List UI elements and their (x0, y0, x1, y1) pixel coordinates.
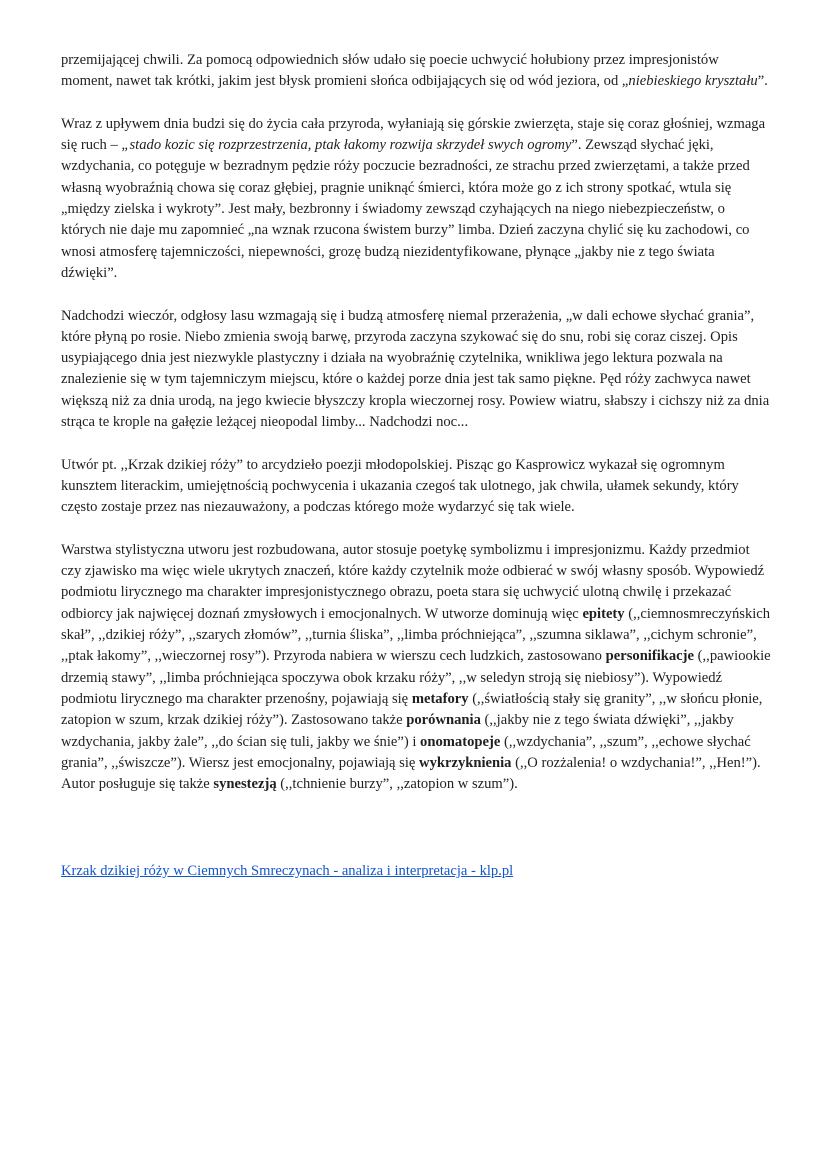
text-run: ”. Zewsząd słychać jęki, wzdychania, co potęguje w bezradnym pędzie róży poczucie bezradności, ze strachu przed zwierzętami, a także przed własną wyobraźnią chowa się coraz głębiej, pragnie uniknąć śmierci, która może go z ich strony spotkać, wtula się „między zielska i wykroty”. Jest mały, bezbronny i świadomy zewsząd czyhających na niego niebezpieczeństw, o których nie daje mu zapomnieć „na wznak rzucona świstem burzy” limba. Dzień zaczyna chylić się ku zachodowi, co wnosi atmosferę tajemniczości, niepewności, grozę budzą niezidentyfikowane, płynące „jakby nie z tego świata dźwięki”. (61, 137, 750, 281)
bold-term: synestezją (213, 776, 277, 793)
bold-term: onomatopeje (420, 733, 501, 750)
italic-quote: „stado kozic się rozprzestrzenia, ptak łakomy rozwija skrzydeł swych ogromy (121, 137, 572, 154)
bold-term: epitety (582, 605, 625, 622)
document-page (61, 50, 773, 882)
text-run: ”. (757, 73, 768, 90)
text-run: (,,pawiookie drzemią stawy”, ,,limba próchniejąca spoczywa obok krzaku róży”, ,,w seledyn stroją się niebiosy”). Wypowiedź podmiotu lirycznego ma charakter przenośny, pojawiają się (61, 648, 771, 707)
paragraph-p5 (61, 540, 773, 796)
text-run: (,,ciemnosmreczyńskich skał”, ,,dzikiej róży”, ,,szarych złomów”, ,,turnia śliska”, ,,limba próchniejąca”, ,,szumna siklawa”, ,,cichym schronie”, ,,ptak łakomy”, ,,wieczornej rosy”). Przyroda nabiera w wierszu cech ludzkich, zastosowano (61, 605, 771, 665)
bold-term: porównania (406, 712, 481, 729)
text-run: (,,O rozżalenia! o wzdychania!”, ,,Hen!”). Autor posługuje się także (61, 754, 761, 793)
bold-term: wykrzyknienia (419, 754, 512, 771)
text-run: Warstwa stylistyczna utworu jest rozbudowana, autor stosuje poetykę symbolizmu i impresjonizmu. Każdy przedmiot czy zjawisko ma więc wiele ukrytych znaczeń, które każdy czytelnik może odbierać w swój własny sposób. Wypowiedź podmiotu lirycznego ma charakter impresjonistycznego obrazu, poeta stara się uchwycić ulotną chwilę i przekazać odbiorcy jak najwięcej doznań zmysłowych i emocjonalnych. W utworze dominują więc (61, 541, 765, 622)
spacer (61, 817, 773, 861)
text-run: Utwór pt. ,,Krzak dzikiej róży” to arcydzieło poezji młodopolskiej. Pisząc go Kasprowicz wykazał się ogromnym kunsztem literackim, umiejętnością pochwycenia i ukazania czegoś tak ulotnego, jak chwila, ułamek sekundy, który często zostaje przez nas niezauważony, a podczas którego może wydarzyć się tak wiele. (61, 456, 739, 516)
paragraph-p1 (61, 50, 773, 93)
text-run: przemijającej chwili. Za pomocą odpowiednich słów udało się poecie uchwycić hołubiony przez impresjonistów moment, nawet tak krótki, jakim jest błysk promieni słońca odbijających się od wód jeziora, od „ (61, 52, 719, 90)
paragraph-p2 (61, 114, 773, 284)
source-link[interactable]: Krzak dzikiej róży w Ciemnych Smreczynach - analiza i interpretacja - klp.pl (61, 862, 514, 879)
document-body (61, 50, 773, 795)
bold-term: personifikacje (605, 648, 695, 665)
bold-term: metafory (411, 690, 469, 707)
text-run: (,,jakby nie z tego świata dźwięki”, ,,jakby wzdychania, jakby żale”, ,,do ścian się tuli, jakby we śnie”) i (61, 712, 734, 750)
paragraph-p4 (61, 455, 773, 519)
text-run: (,,tchnienie burzy”, ,,zatopion w szum”). (276, 776, 518, 793)
paragraph-p3 (61, 306, 773, 434)
text-run: Nadchodzi wieczór, odgłosy lasu wzmagają się i budzą atmosferę niemal przerażenia, „w dali echowe słychać grania”, które płyną po rosie. Niebo zmienia swoją barwę, przyroda zaczyna szykować się do snu, robi się coraz ciszej. Opis usypiającego dnia jest niezwykle plastyczny i działa na wyobraźnię czytelnika, wnikliwa jego lektura pozwala na znalezienie się w tym tajemniczym miejscu, które o każdej porze dnia jest tak samo piękne. Pęd róży zachwyca nawet większą niż za dnia urodą, na jego kwiecie błyszczy kropla wieczornej rosy. Powiew wiatru, słabszy i cichszy niż za dnia strąca te krople na gałęzie leżącej nieopodal limby... Nadchodzi noc... (61, 307, 770, 431)
text-run: (,,wzdychania”, ,,szum”, ,,echowe słychać grania”, ,,świszcze”). Wiersz jest emocjonalny, pojawiają się (61, 733, 751, 771)
text-run: (,,światłością stały się granity”, ,,w słońcu płonie, zatopion w szum, krzak dzikiej róży”). Zastosowano także (61, 690, 763, 729)
italic-quote: niebieskiego kryształu (628, 73, 758, 90)
text-run: Wraz z upływem dnia budzi się do życia cała przyroda, wyłaniają się górskie zwierzęta, staje się coraz głośniej, wzmaga się ruch – (61, 115, 766, 154)
